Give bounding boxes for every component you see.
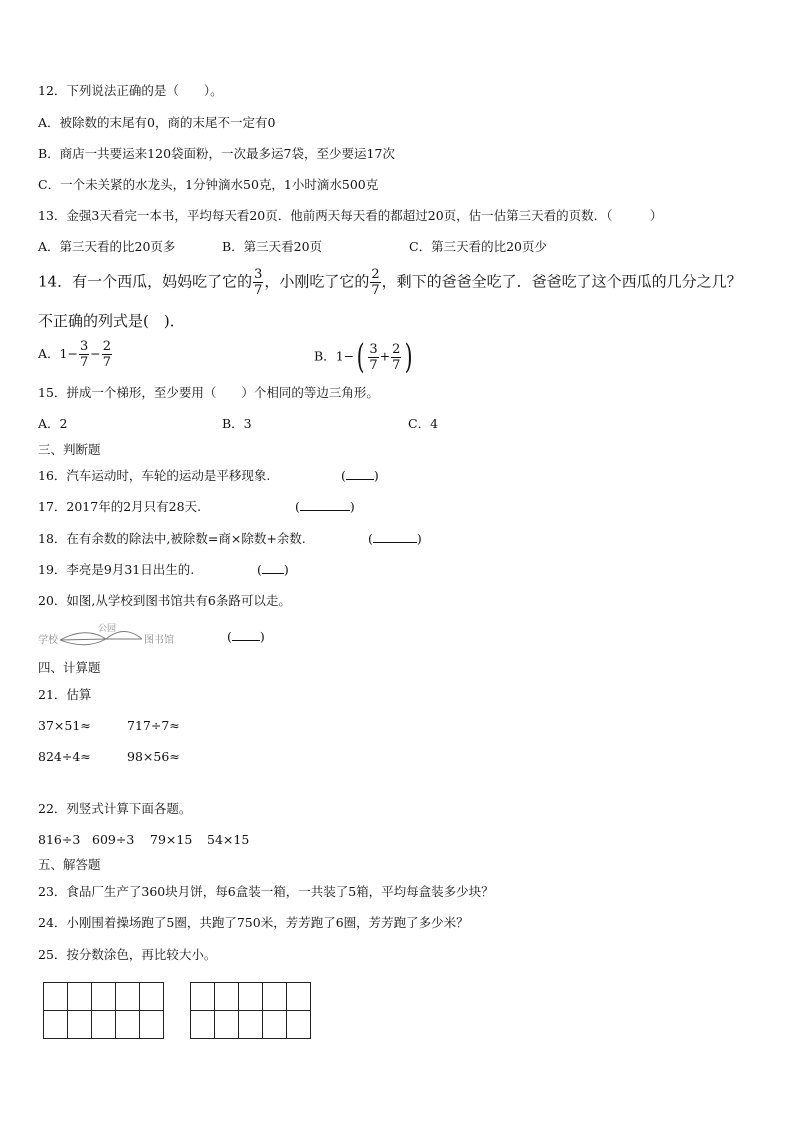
grid-cell[interactable] [68,1011,92,1039]
fraction-numerator: 3 [79,339,89,354]
paren-close: ) [349,499,355,514]
paren-open: ( [295,499,300,514]
q14-option-a [38,340,113,369]
q22-expr-3: 79×15 [150,832,193,847]
minus-sign: − [343,348,355,364]
q20-answer-blank[interactable] [227,629,265,645]
expr-one: 1 [335,348,344,364]
q12-option-a: A．被除数的末尾有0，商的末尾不一定有0 [38,115,276,130]
grid-cell[interactable] [140,983,164,1011]
paren-open: ( [341,468,346,483]
fraction-3-7 [79,340,89,369]
q14-line2: 不正确的列式是( )． [38,312,185,330]
grid-cell[interactable] [287,983,311,1011]
paren-close: ) [283,562,289,577]
fraction-denominator: 7 [79,355,89,370]
fraction-grid-right[interactable] [190,982,311,1039]
route-diagram-figure [38,622,183,652]
paren-open: ( [227,629,232,644]
fraction-numerator: 2 [371,267,380,282]
q13-option-a: A．第三天看的比20页多 [38,239,176,254]
answer-line [346,469,374,480]
q18-answer-blank[interactable] [368,531,422,547]
fraction-denominator: 7 [392,357,401,373]
q22-expr-1: 816÷3 [38,832,81,847]
q20: 20．如图,从学校到图书馆共有6条路可以走。 [38,593,291,608]
q22-expr-2: 609÷3 [92,832,135,847]
grid-cell[interactable] [92,1011,116,1039]
fraction-3-7 [368,343,378,372]
plus-sign: + [379,348,391,364]
grid-cell[interactable] [44,983,68,1011]
fraction-numerator: 3 [369,341,378,357]
minus-sign: − [67,346,78,361]
q14-option-b [314,337,416,377]
q21-expr-1: 37×51≈ [38,718,91,733]
big-paren-open: ( [356,337,365,377]
grid-cell[interactable] [116,983,140,1011]
paren-close: ) [416,531,422,546]
q14-stem-part3: ，剩下的爸爸全吃了．爸爸吃了这个西瓜的几分之几？ [381,272,742,291]
paren-close: ) [373,468,379,483]
grid-cell[interactable] [116,1011,140,1039]
paren-close: ) [259,629,265,644]
fig-school-label: 学校 [38,635,58,646]
expr-one: 1 [59,346,68,361]
q21-expr-3: 824÷4≈ [38,749,91,764]
answer-line [232,630,260,641]
grid-cell[interactable] [263,1011,287,1039]
q15-option-a: A．2 [38,416,68,431]
fig-library-label: 图书馆 [144,635,174,646]
fraction-2-7 [102,340,112,369]
q17-answer-blank[interactable] [295,499,355,515]
fraction-numerator: 2 [102,339,112,354]
q14-stem-part1: 14．有一个西瓜，妈妈吃了它的 [38,272,253,291]
section-heading-calculation: 四、计算题 [38,660,101,675]
grid-cell[interactable] [68,983,92,1011]
q13-option-c: C．第三天看的比20页少 [409,239,547,254]
option-label: B． [314,348,336,364]
q21-expr-2: 717÷7≈ [127,718,180,733]
grid-cell[interactable] [239,983,263,1011]
q12-option-c: C．一个未关紧的水龙头，1分钟滴水50克，1小时滴水500克 [38,177,379,192]
q14-stem [38,268,742,297]
q21-expr-4: 98×56≈ [127,749,180,764]
q13-option-b: B．第三天看20页 [222,239,323,254]
grid-cell[interactable] [92,983,116,1011]
grid-cell[interactable] [263,983,287,1011]
q25: 25．按分数涂色，再比较大小。 [38,947,217,962]
fraction-grid-left[interactable] [43,982,164,1039]
grid-cell[interactable] [191,1011,215,1039]
answer-line [262,563,284,574]
fraction-2-7 [391,343,401,372]
q14-fraction-xiaogang [370,268,380,297]
q14-fraction-mother [253,268,263,297]
grid-cell[interactable] [215,983,239,1011]
q15-option-b: B．3 [222,416,252,431]
q13-stem: 13．金强3天看完一本书，平均每天看20页．他前两天每天看的都超过20页，估一估第三天看的页数．（ ） [38,208,663,223]
q18: 18．在有余数的除法中,被除数=商×除数+余数. [38,531,306,546]
route-line-3 [60,639,106,640]
q12-option-b: B．商店一共要运来120袋面粉，一次最多运7袋，至少要运17次 [38,146,395,161]
grid-cell[interactable] [140,1011,164,1039]
q22-expr-4: 54×15 [207,832,250,847]
paren-open: ( [257,562,262,577]
fraction-numerator: 2 [392,341,401,357]
fig-park-label: 公园 [98,623,117,633]
q24: 24．小刚围着操场跑了5圈，共跑了750米，芳芳跑了6圈，芳芳跑了多少米？ [38,915,469,930]
paren-open: ( [368,531,373,546]
grid-cell[interactable] [44,1011,68,1039]
fraction-denominator: 7 [369,357,378,373]
q19-answer-blank[interactable] [257,562,289,578]
q17: 17．2017年的2月只有28天. [38,499,202,514]
q12-stem: 12．下列说法正确的是（ ）。 [38,83,223,98]
section-heading-judgement: 三、判断题 [38,442,101,457]
minus-sign: − [90,346,101,361]
section-heading-word-problems: 五、解答题 [38,857,101,872]
q16-answer-blank[interactable] [341,468,379,484]
grid-cell[interactable] [239,1011,263,1039]
grid-cell[interactable] [191,983,215,1011]
q14-stem-part2: ，小刚吃了它的 [264,272,370,291]
fraction-numerator: 3 [254,267,263,282]
q19: 19．李亮是9月31日出生的. [38,562,195,577]
fraction-denominator: 7 [102,355,112,370]
grid-cell[interactable] [287,1011,311,1039]
grid-cell[interactable] [215,1011,239,1039]
q22-stem: 22．列竖式计算下面各题。 [38,801,192,816]
answer-line [373,532,417,543]
q16: 16．汽车运动时，车轮的运动是平移现象. [38,468,271,483]
q23: 23．食品厂生产了360块月饼，每6盒装一箱，一共装了5箱，平均每盒装多少块？ [38,884,494,899]
answer-line [300,500,350,511]
fraction-denominator: 7 [254,283,263,298]
fraction-denominator: 7 [371,283,380,298]
q15-stem: 15．拼成一个梯形，至少要用（ ）个相同的等边三角形。 [38,385,379,400]
option-label: A． [38,346,60,361]
big-paren-close: ) [405,337,414,377]
q21-stem: 21．估算 [38,687,92,702]
q15-option-c: C．4 [408,416,439,431]
